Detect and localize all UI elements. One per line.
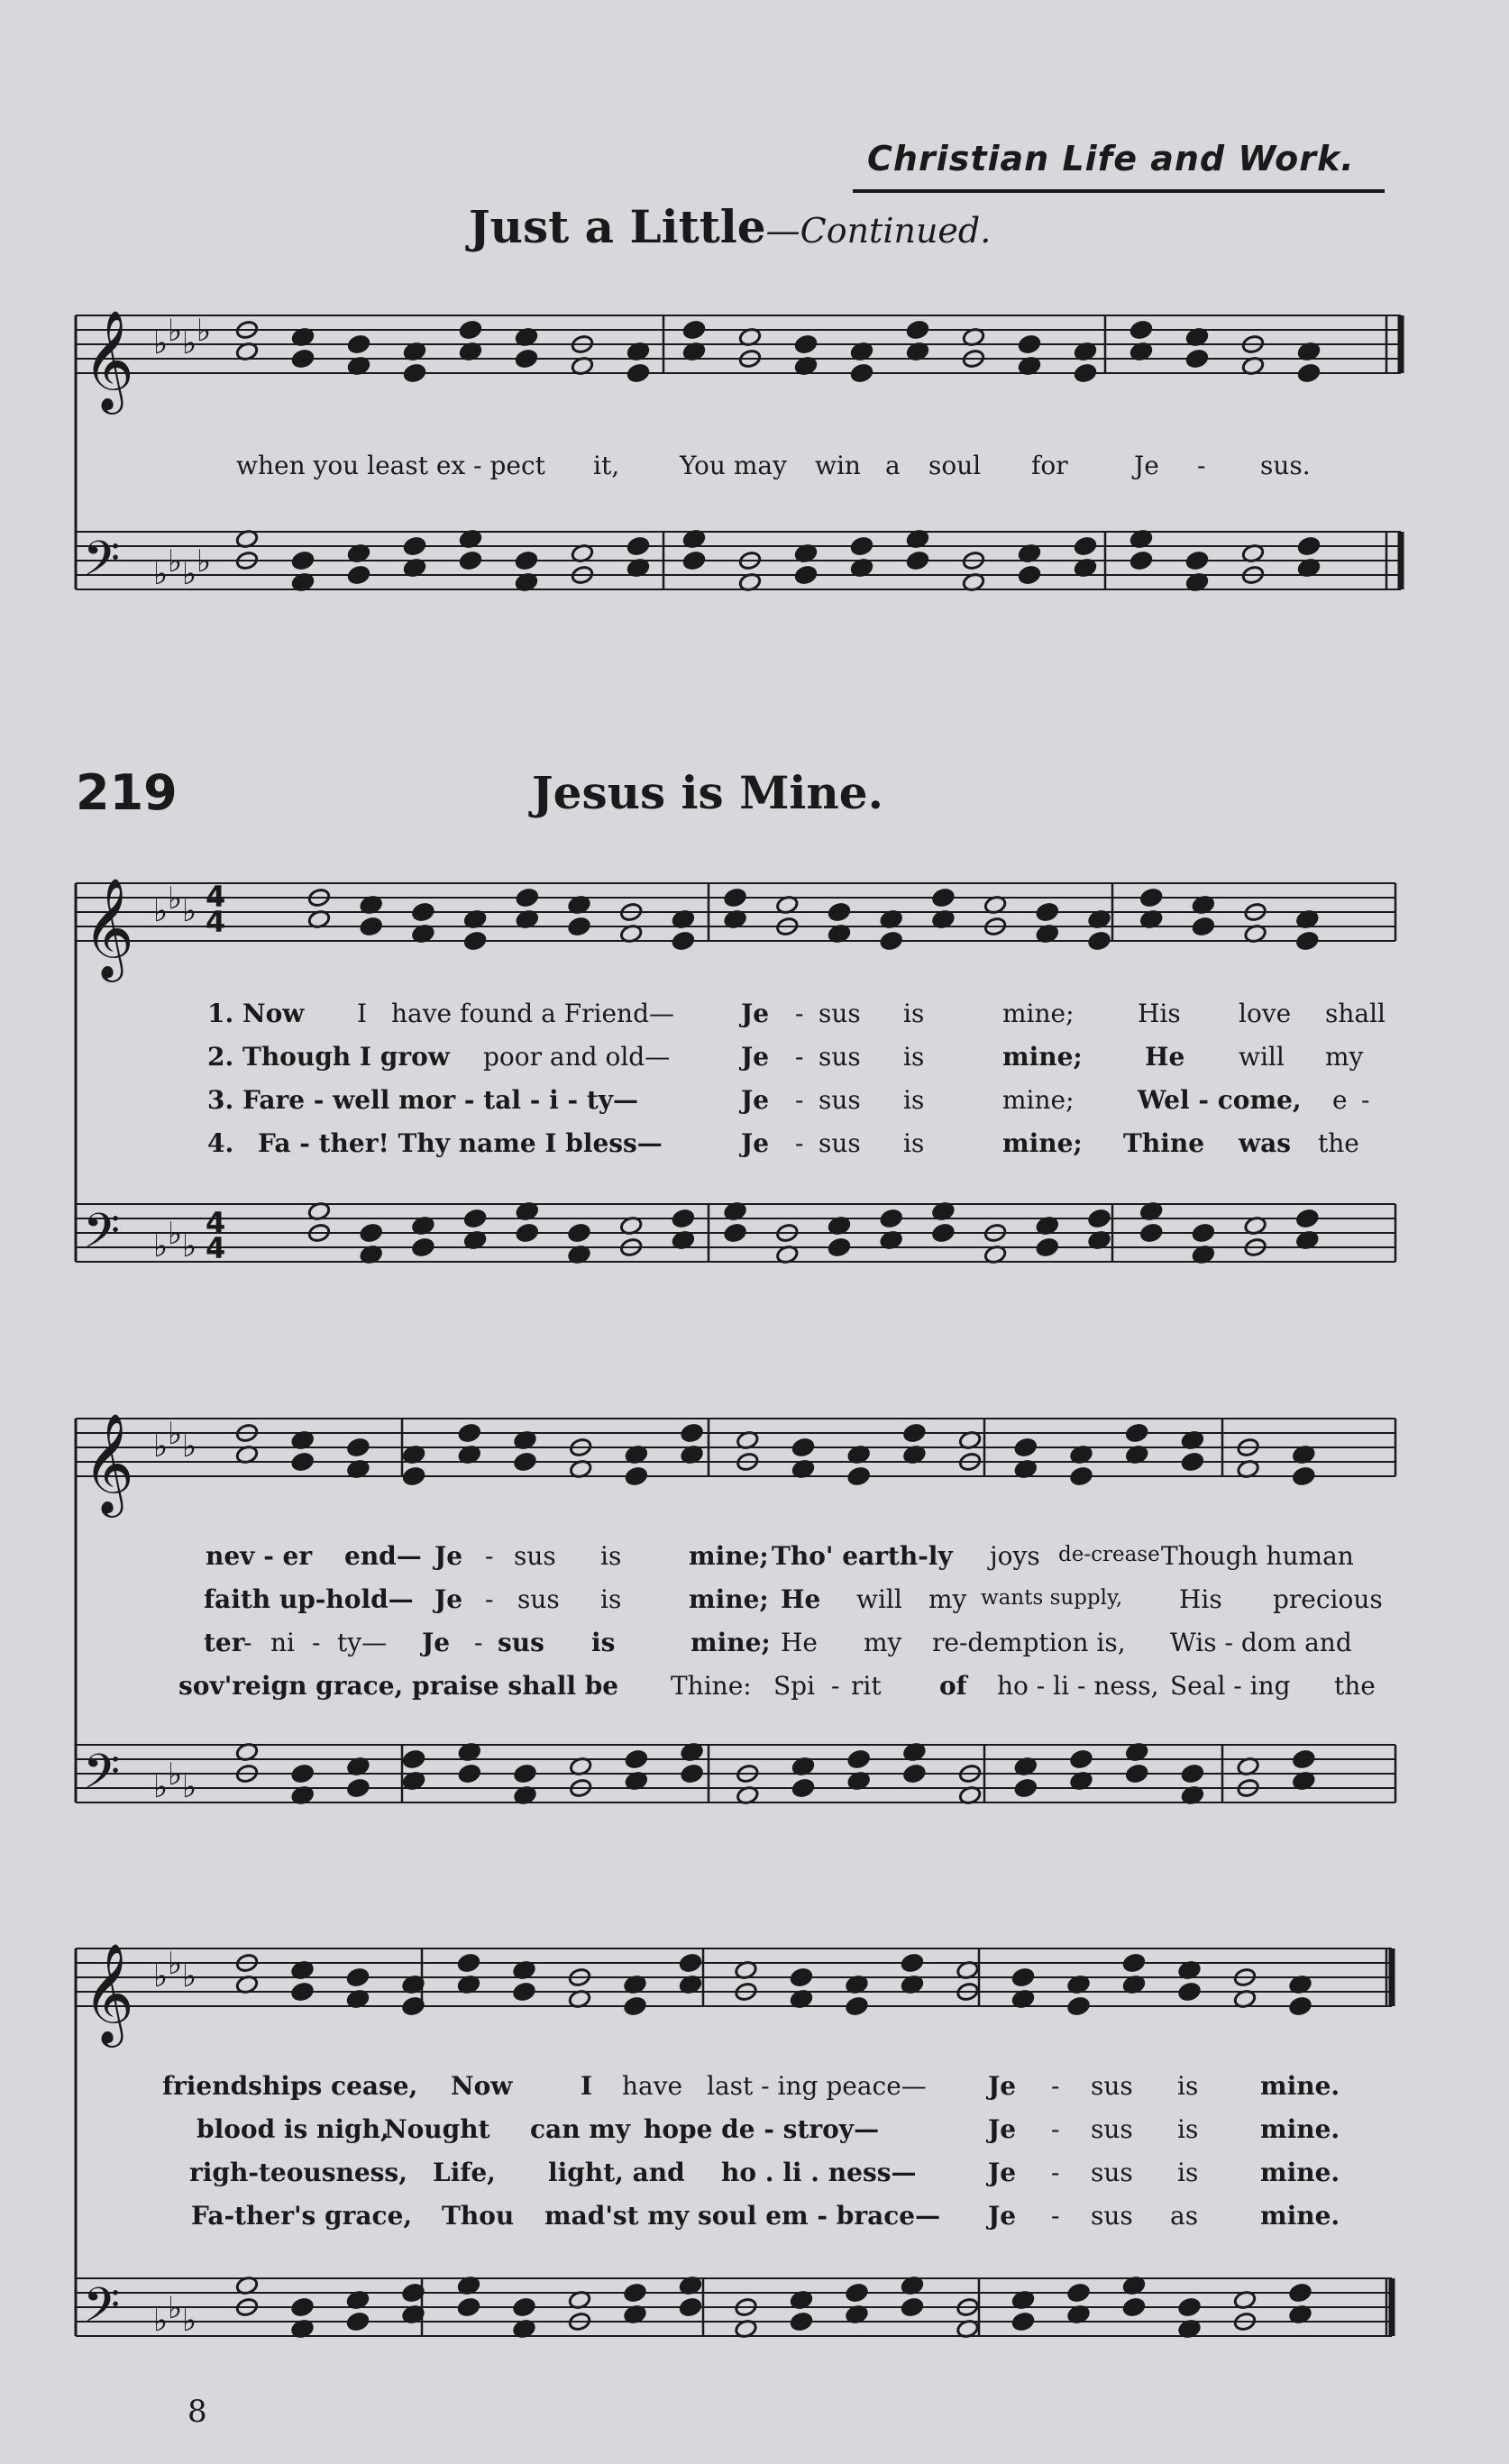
lyric: have: [622, 2071, 683, 2101]
lyric: 3. Fare - well mor - tal - i - ty—: [207, 1085, 639, 1115]
note-head: [790, 1967, 813, 1988]
note-head: [1185, 349, 1209, 370]
note-head: [931, 888, 955, 908]
lyric: He: [781, 1584, 821, 1614]
flat-glyph: ♭: [182, 556, 197, 592]
note-head: [1011, 1967, 1035, 1988]
lyric: 2. Though I grow: [207, 1042, 450, 1072]
note-head: [1066, 1996, 1090, 2017]
lyric: faith up-hold—: [204, 1584, 414, 1614]
clef-glyph: 𝄢: [83, 1745, 121, 1811]
clef-glyph: 𝄢: [83, 532, 121, 598]
lyric: Je: [434, 1541, 463, 1571]
lyric: win: [815, 451, 861, 480]
lyric: Fa - ther! Thy name I bless—: [258, 1128, 663, 1158]
lyric: Now: [451, 2071, 513, 2101]
note-head: [457, 2297, 480, 2318]
note-head: [672, 931, 695, 952]
note-head: [625, 1466, 648, 1487]
note-head: [411, 902, 434, 923]
note-head: [1018, 334, 1041, 355]
lyric: the: [1334, 1671, 1376, 1701]
note-head: [1087, 1209, 1111, 1229]
lyric: nev - er: [206, 1541, 313, 1571]
note-head: [901, 2297, 924, 2318]
lyric: blood is nigh,: [197, 2114, 389, 2144]
lyric: de-crease: [1058, 1543, 1160, 1566]
note-head: [512, 2297, 535, 2318]
lyric: Thine: [1123, 1128, 1205, 1158]
note-head: [847, 1749, 871, 1770]
note-head: [724, 888, 747, 908]
flat-glyph: ♭: [153, 1228, 169, 1264]
lyric: is: [903, 999, 925, 1028]
note-head: [845, 1996, 868, 2017]
note-head: [1011, 2312, 1035, 2332]
note-head: [828, 1237, 851, 1258]
note-head: [1069, 1466, 1093, 1487]
lyric: -: [795, 1128, 804, 1158]
note-head: [931, 1223, 955, 1244]
note-head: [1036, 1237, 1059, 1258]
clef-glyph: 𝄞: [83, 1942, 134, 2043]
lyric: Tho' earth-ly: [772, 1541, 953, 1571]
lyric: mine;: [1002, 1085, 1075, 1115]
note-head: [403, 363, 426, 384]
note-head: [1185, 551, 1209, 571]
lyric: mad'st my soul em - brace—: [544, 2201, 941, 2231]
lyric: sov'reign grace, praise shall be: [178, 1671, 619, 1701]
lyric: Je: [741, 1085, 770, 1115]
lyric: I: [357, 999, 368, 1028]
lyric: ho - li - ness,: [997, 1671, 1159, 1701]
note-head: [347, 565, 370, 586]
lyric: friendships cease,: [162, 2071, 418, 2101]
note-head: [880, 931, 903, 952]
lyric: -: [1361, 1085, 1370, 1115]
flat-glyph: ♭: [182, 2303, 197, 2339]
lyric: have found a Friend—: [391, 999, 675, 1028]
lyric: Seal - ing: [1170, 1671, 1291, 1701]
note-head: [902, 1764, 926, 1784]
note-head: [1177, 1982, 1201, 2003]
note-head: [1122, 2297, 1146, 2318]
note-head: [623, 2283, 646, 2304]
flat-glyph: ♭: [168, 1416, 183, 1452]
lyric: mine;: [1002, 999, 1075, 1028]
lyric: His: [1138, 999, 1181, 1028]
note-head: [463, 1209, 487, 1229]
note-head: [346, 1967, 370, 1988]
note-head: [1074, 536, 1097, 557]
note-head: [1129, 551, 1153, 571]
note-head: [1129, 320, 1153, 341]
lyric: Wel - come,: [1138, 1085, 1302, 1115]
note-head: [901, 1953, 924, 1974]
lyric: -: [795, 1042, 804, 1072]
note-head: [403, 536, 426, 557]
flat-glyph: ♭: [197, 543, 212, 579]
lyric: Je: [741, 1128, 770, 1158]
lyric: righ-teousness,: [189, 2158, 407, 2187]
lyric: wants supply,: [981, 1586, 1123, 1610]
lyric: is: [600, 1541, 622, 1571]
lyric: mine;: [1002, 1128, 1083, 1158]
lyric: Thine:: [671, 1671, 752, 1701]
page-number: 8: [187, 2394, 207, 2430]
lyric: Spi: [773, 1671, 816, 1701]
flat-glyph: ♭: [182, 893, 197, 929]
note-head: [360, 1223, 383, 1244]
lyric: You may: [680, 451, 787, 480]
note-head: [458, 1423, 481, 1444]
note-head: [458, 1764, 481, 1784]
note-head: [290, 1982, 314, 2003]
flat-glyph: ♭: [153, 2303, 169, 2339]
lyric: Life,: [433, 2158, 496, 2187]
lyric: ni: [270, 1628, 295, 1657]
note-head: [1139, 888, 1163, 908]
flat-glyph: ♭: [197, 313, 212, 349]
lyric: Je: [988, 2158, 1017, 2187]
lyric: Je: [741, 999, 770, 1028]
note-head: [1074, 363, 1097, 384]
note-head: [626, 363, 650, 384]
lyric: sus.: [1260, 451, 1311, 480]
flat-glyph: ♭: [168, 2290, 183, 2326]
note-head: [625, 1749, 648, 1770]
note-head: [1122, 1953, 1146, 1974]
flat-glyph: ♭: [168, 543, 183, 579]
note-head: [402, 1466, 425, 1487]
lyric: precious: [1273, 1584, 1383, 1614]
lyric: He: [1145, 1042, 1185, 1072]
flat-glyph: ♭: [182, 325, 197, 361]
lyric: -: [485, 1541, 494, 1571]
note-head: [360, 917, 383, 937]
lyric: His: [1179, 1584, 1222, 1614]
lyric: Je: [988, 2201, 1017, 2231]
lyric: sus: [1091, 2071, 1133, 2101]
clef-glyph: 𝄢: [83, 2278, 121, 2345]
note-head: [791, 1778, 815, 1799]
note-head: [457, 1953, 480, 1974]
lyric: -: [1197, 451, 1206, 480]
lyric: is: [600, 1584, 622, 1614]
flat-glyph: ♭: [153, 556, 169, 592]
lyric: -: [243, 1628, 252, 1657]
note-head: [347, 334, 370, 355]
note-head: [1297, 536, 1321, 557]
note-head: [1192, 1223, 1215, 1244]
lyric: will: [856, 1584, 902, 1614]
lyric: will: [1239, 1042, 1285, 1072]
lyric: mine.: [1260, 2201, 1340, 2231]
note-head: [1292, 1749, 1315, 1770]
lyric: my: [928, 1584, 967, 1614]
lyric: Je: [1134, 451, 1159, 480]
note-head: [682, 551, 706, 571]
note-head: [906, 320, 929, 341]
flat-glyph: ♭: [168, 1946, 183, 1982]
note-head: [1288, 2283, 1312, 2304]
flat-glyph: ♭: [153, 1428, 169, 1465]
note-head: [681, 1423, 704, 1444]
note-head: [724, 1223, 747, 1244]
note-head: [291, 551, 315, 571]
lyric: mine;: [1002, 1042, 1083, 1072]
note-head: [1288, 1996, 1312, 2017]
note-head: [902, 1423, 926, 1444]
lyric: sus: [1091, 2114, 1133, 2144]
lyric: re-demption is,: [932, 1628, 1126, 1657]
lyric: -: [795, 1085, 804, 1115]
lyric: He: [781, 1628, 818, 1657]
note-head: [794, 334, 818, 355]
lyric: sus: [517, 1584, 560, 1614]
lyric: love: [1239, 999, 1292, 1028]
note-head: [515, 349, 538, 370]
note-head: [515, 551, 538, 571]
note-head: [1087, 931, 1111, 952]
lyric: -: [1051, 2114, 1060, 2144]
lyric: is: [903, 1042, 925, 1072]
note-head: [516, 888, 539, 908]
lyric: is: [1177, 2071, 1199, 2101]
note-head: [1192, 917, 1215, 937]
note-head: [346, 2312, 370, 2332]
flat-glyph: ♭: [168, 1757, 183, 1793]
lyric: Thou: [442, 2201, 515, 2231]
lyric: Je: [434, 1584, 463, 1614]
note-head: [1297, 363, 1321, 384]
note-head: [790, 2312, 813, 2332]
lyric: when you least ex - pect: [236, 451, 545, 480]
note-head: [291, 1452, 315, 1473]
lyric: last - ing peace—: [707, 2071, 927, 2101]
note-head: [1066, 2283, 1090, 2304]
lyric: sus: [1091, 2201, 1133, 2231]
note-head: [828, 902, 851, 923]
note-head: [513, 1452, 536, 1473]
lyric: mine;: [690, 1628, 771, 1657]
note-head: [1295, 1209, 1319, 1229]
lyric: Je: [988, 2071, 1017, 2101]
note-head: [626, 536, 650, 557]
note-head: [567, 917, 590, 937]
flat-glyph: ♭: [153, 893, 169, 929]
lyric: my: [864, 1628, 902, 1657]
note-head: [512, 1982, 535, 2003]
hymn-title: Jesus is Mine.: [532, 766, 883, 819]
lyric: Though human: [1161, 1541, 1354, 1571]
lyric: is: [591, 1628, 616, 1657]
prev-hymn-continued: —Continued.: [765, 211, 992, 251]
lyric: Je: [422, 1628, 451, 1657]
lyric: sus: [1091, 2158, 1133, 2187]
clef-glyph: 𝄞: [83, 309, 134, 410]
note-head: [682, 320, 706, 341]
note-head: [1014, 1778, 1038, 1799]
note-head: [850, 536, 873, 557]
note-head: [1181, 1452, 1204, 1473]
note-head: [623, 1996, 646, 2017]
lyric: for: [1031, 451, 1068, 480]
note-head: [906, 551, 929, 571]
note-head: [880, 1209, 903, 1229]
time-sig-bottom: 4: [206, 905, 226, 939]
lyric: is: [903, 1128, 925, 1158]
note-head: [459, 320, 482, 341]
lyric: -: [1051, 2158, 1060, 2187]
lyric: mine.: [1260, 2158, 1340, 2187]
note-head: [1139, 1223, 1163, 1244]
hymn-number: 219: [76, 764, 178, 821]
note-head: [791, 1437, 815, 1458]
flat-glyph: ♭: [182, 1428, 197, 1465]
lyric: sus: [514, 1541, 556, 1571]
flat-glyph: ♭: [182, 1228, 197, 1264]
lyric: mine.: [1260, 2114, 1340, 2144]
lyric: -: [1051, 2201, 1060, 2231]
lyric: sus: [819, 999, 861, 1028]
lyric: hope de - stroy—: [644, 2114, 880, 2144]
flat-glyph: ♭: [153, 1769, 169, 1805]
flat-glyph: ♭: [168, 313, 183, 349]
lyric: Fa-ther's grace,: [191, 2201, 413, 2231]
lyric: sus: [498, 1628, 544, 1657]
lyric: Nought: [384, 2114, 490, 2144]
flat-glyph: ♭: [182, 1769, 197, 1805]
lyric: sus: [819, 1042, 861, 1072]
lyric: is: [903, 1085, 925, 1115]
lyric: I: [581, 2071, 593, 2101]
lyric: as: [1170, 2201, 1199, 2231]
lyric: my: [1325, 1042, 1364, 1072]
lyric: -: [831, 1671, 840, 1701]
lyric: Je: [741, 1042, 770, 1072]
time-sig-top: 4: [206, 880, 226, 914]
clef-glyph: 𝄞: [83, 1412, 134, 1513]
note-head: [1125, 1423, 1148, 1444]
lyric: is: [1177, 2158, 1199, 2187]
note-head: [516, 1223, 539, 1244]
lyric: 4.: [207, 1128, 234, 1158]
note-head: [346, 1437, 370, 1458]
lyric: sus: [819, 1128, 861, 1158]
lyric: -: [795, 999, 804, 1028]
lyric: 1. Now: [207, 999, 305, 1028]
flat-glyph: ♭: [182, 1958, 197, 1994]
lyric: mine.: [1260, 2071, 1340, 2101]
lyric: -: [485, 1584, 494, 1614]
lyric: poor and old—: [483, 1042, 671, 1072]
lyric: of: [939, 1671, 967, 1701]
note-head: [1295, 931, 1319, 952]
note-head: [291, 1764, 315, 1784]
note-head: [1292, 1466, 1315, 1487]
note-head: [681, 1764, 704, 1784]
lyric: e: [1332, 1085, 1348, 1115]
note-head: [679, 2297, 702, 2318]
note-head: [411, 1237, 434, 1258]
lyric: is: [1177, 2114, 1199, 2144]
lyric: -: [474, 1628, 483, 1657]
note-head: [290, 2297, 314, 2318]
lyric: Wis - dom and: [1170, 1628, 1352, 1657]
note-head: [794, 565, 818, 586]
time-sig-top: 4: [206, 1206, 226, 1240]
lyric: ty—: [337, 1628, 388, 1657]
lyric: the: [1318, 1128, 1359, 1158]
note-head: [845, 2283, 868, 2304]
lyric: -: [1051, 2071, 1060, 2101]
note-head: [291, 349, 315, 370]
note-head: [513, 1764, 536, 1784]
time-sig-bottom: 4: [206, 1231, 226, 1265]
flat-glyph: ♭: [153, 325, 169, 361]
note-head: [672, 1209, 695, 1229]
lyric: was: [1239, 1128, 1292, 1158]
note-head: [847, 1466, 871, 1487]
lyric: ho . li . ness—: [721, 2158, 917, 2187]
note-head: [1177, 2297, 1201, 2318]
lyric: soul: [928, 451, 982, 480]
note-head: [402, 1749, 425, 1770]
lyric: ter: [204, 1628, 245, 1657]
clef-glyph: 𝄢: [83, 1204, 121, 1271]
lyric: it,: [593, 451, 620, 480]
note-head: [1125, 1764, 1148, 1784]
note-head: [1018, 565, 1041, 586]
lyric: Je: [988, 2114, 1017, 2144]
flat-glyph: ♭: [153, 1958, 169, 1994]
note-head: [679, 1953, 702, 1974]
note-head: [1014, 1437, 1038, 1458]
lyric: -: [312, 1628, 321, 1657]
lyric: can my: [530, 2114, 631, 2144]
note-head: [346, 1778, 370, 1799]
note-head: [567, 1223, 590, 1244]
lyric: light, and: [548, 2158, 685, 2187]
note-head: [1036, 902, 1059, 923]
lyric: end—: [344, 1541, 422, 1571]
note-head: [459, 551, 482, 571]
lyric: joys: [990, 1541, 1040, 1571]
lyric: sus: [819, 1085, 861, 1115]
prev-hymn-title-text: Just a Little: [469, 200, 766, 253]
note-head: [1181, 1764, 1204, 1784]
lyric: mine;: [689, 1584, 769, 1614]
flat-glyph: ♭: [168, 881, 183, 917]
note-head: [850, 363, 873, 384]
lyric: a: [885, 451, 901, 480]
flat-glyph: ♭: [168, 1216, 183, 1252]
note-head: [463, 931, 487, 952]
lyric: shall: [1325, 999, 1386, 1028]
lyric: mine;: [689, 1541, 769, 1571]
clef-glyph: 𝄞: [83, 877, 134, 978]
section-title: Christian Life and Work.: [867, 139, 1355, 178]
lyric: rit: [851, 1671, 882, 1701]
note-head: [1069, 1749, 1093, 1770]
